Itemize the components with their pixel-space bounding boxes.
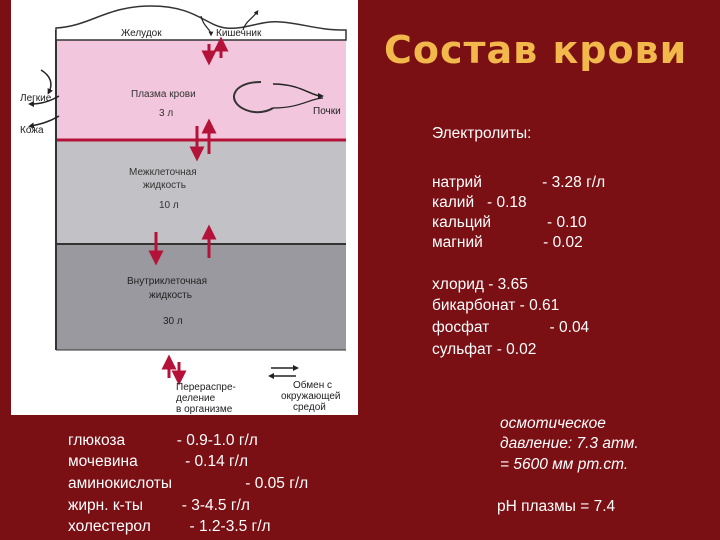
urea-line: мочевина - 0.14 г/л [68,453,249,470]
stomach-shape [56,6,346,40]
slide-title: Состав крови [384,28,688,72]
legend-redistribution-2: деление [176,393,216,404]
legend-exchange-2: окружающей [281,391,341,402]
osmotic-line-2: давление: 7.3 атм. [500,435,639,452]
electrolyte-potassium: калий - 0.18 [432,194,527,211]
legend-redistribution-1: Перераспре- [176,382,236,393]
intracellular-compartment [56,244,346,350]
interstitial-volume: 10 л [159,200,179,211]
cholesterol-line: холестерол - 1.2-3.5 г/л [68,518,271,535]
electrolyte-sodium: натрий - 3.28 г/л [432,174,606,191]
kidneys-label: Почки [313,106,341,117]
lungs-label: Легкие [20,93,52,104]
electrolyte-bicarbonate: бикарбонат - 0.61 [432,297,560,314]
interstitial-label-1: Межклеточная [129,167,197,178]
fluid-compartments-diagram [11,0,358,415]
electrolytes-heading: Электролиты: [432,125,532,142]
amino-acids-line: аминокислоты - 0.05 г/л [68,475,309,492]
osmotic-line-3: = 5600 мм рт.ст. [500,456,629,473]
electrolyte-calcium: кальций - 0.10 [432,214,587,231]
fatty-acids-line: жирн. к-ты - 3-4.5 г/л [68,497,250,514]
glucose-line: глюкоза - 0.9-1.0 г/л [68,432,258,449]
stomach-label: Желудок [121,28,162,39]
interstitial-compartment [56,140,346,244]
legend-exchange-1: Обмен с [293,380,333,391]
plasma-label: Плазма крови [131,89,196,100]
electrolyte-chloride: хлорид - 3.65 [432,276,528,293]
electrolyte-phosphate: фосфат - 0.04 [432,319,590,336]
electrolyte-sulfate: сульфат - 0.02 [432,341,537,358]
osmotic-line-1: осмотическое [500,415,606,432]
intracellular-label-2: жидкость [149,290,192,301]
intestine-label: Кишечник [216,28,262,39]
plasma-volume: 3 л [159,108,174,119]
intracellular-label-1: Внутриклеточная [127,276,207,287]
electrolyte-magnesium: магний - 0.02 [432,234,583,251]
intracellular-volume: 30 л [163,316,183,327]
plasma-ph: pH плазмы = 7.4 [497,498,616,515]
legend-exchange-3: средой [293,402,326,413]
skin-label: Кожа [20,125,44,136]
interstitial-label-2: жидкость [143,180,186,191]
legend-redistribution-3: в организме [176,404,233,415]
